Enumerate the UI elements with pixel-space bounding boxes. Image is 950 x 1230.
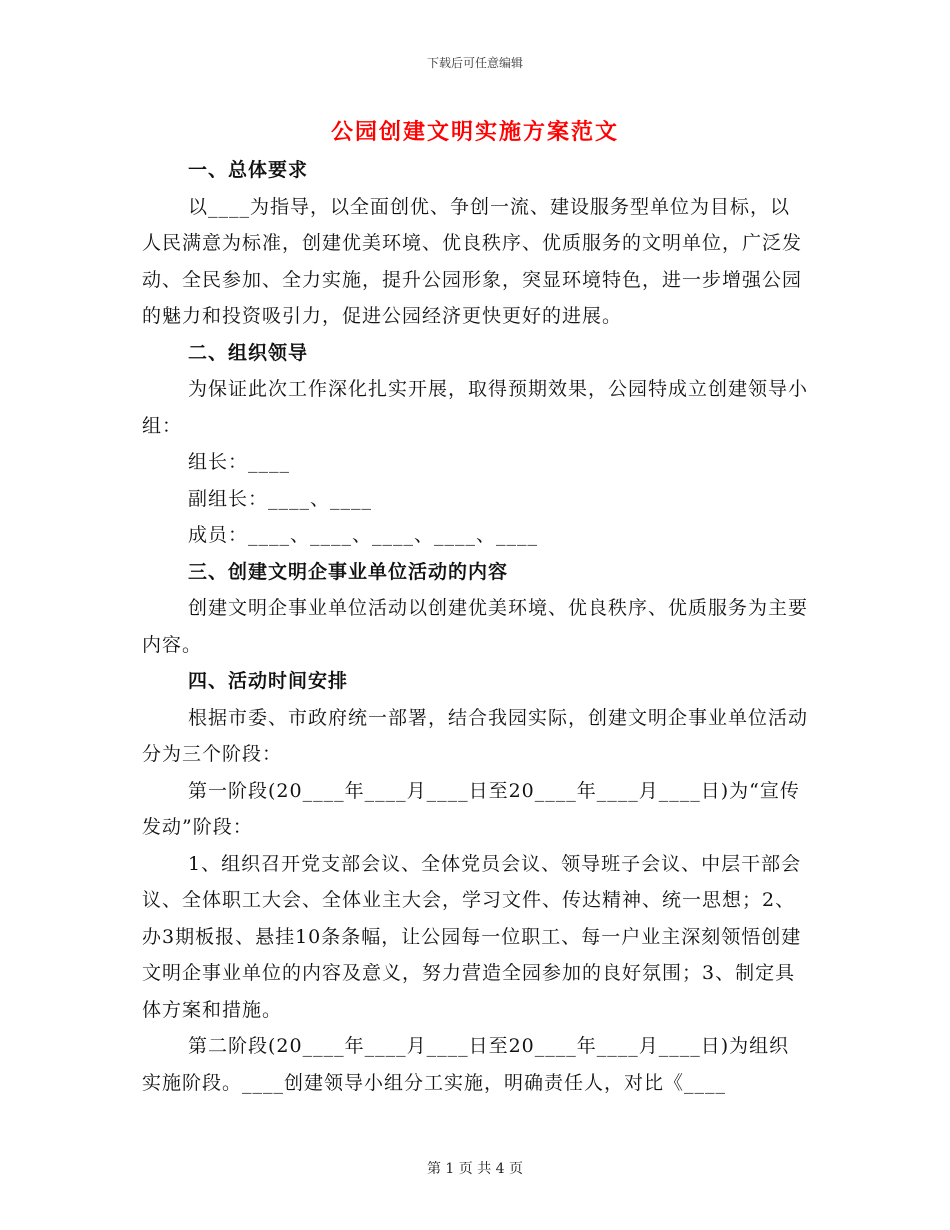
phase-two: 第二阶段(20____年____月____日至20____年____月____日)为组织实施阶段。____创建领导小组分工实施，明确责任人，对比《____ xyxy=(142,1035,790,1094)
paragraph: 创建文明企事业单位活动以创建优美环境、优良秩序、优质服务为主要内容。 xyxy=(142,597,809,656)
paragraph: 为保证此次工作深化扎实开展，取得预期效果，公园特成立创建领导小组： xyxy=(142,378,809,437)
document-body xyxy=(142,152,808,1101)
paragraph: 以____为指导，以全面创优、争创一流、建设服务型单位为目标，以人民满意为标准，创建优美环境、优良秩序、优质服务的文明单位，广泛发动、全民参加、全力实施，提升公园形象，突显环境特色，进一步增强公园的魅力和投资吸引力，促进公园经济更快更好的进展。 xyxy=(142,195,803,327)
paragraph: 根据市委、市政府统一部署，结合我园实际，创建文明企事业单位活动分为三个阶段： xyxy=(142,706,809,765)
section-heading-4: 四、活动时间安排 xyxy=(188,670,349,692)
paragraph: 1、组织召开党支部会议、全体党员会议、领导班子会议、中层干部会议、全体职工大会、全体业主大会，学习文件、传达精神、统一思想；2、办3期板报、悬挂10条条幅，让公园每一位职工、每一户业主深刻领悟创建文明企事业单位的内容及意义，努力营造全园参加的良好氛围；3、制定具体方案和措施。 xyxy=(142,852,802,1021)
phase-one: 第一阶段(20____年____月____日至20____年____月____日)为“宣传发动”阶段： xyxy=(142,779,800,838)
page-footer: 第 1 页 共 4 页 xyxy=(426,1161,524,1177)
section-heading-2: 二、组织领导 xyxy=(188,341,309,364)
leader-line: 组长：____ xyxy=(188,451,291,473)
section-heading-3: 三、创建文明企事业单位活动的内容 xyxy=(188,560,509,583)
deputy-leader-line: 副组长：____、____ xyxy=(188,487,373,510)
header-note: 下载后可任意编辑 xyxy=(426,56,523,70)
section-heading-1: 一、总体要求 xyxy=(188,159,309,181)
document-title: 公园创建文明实施方案范文 xyxy=(330,119,619,145)
members-line: 成员：____、____、____、____、____ xyxy=(188,524,539,546)
